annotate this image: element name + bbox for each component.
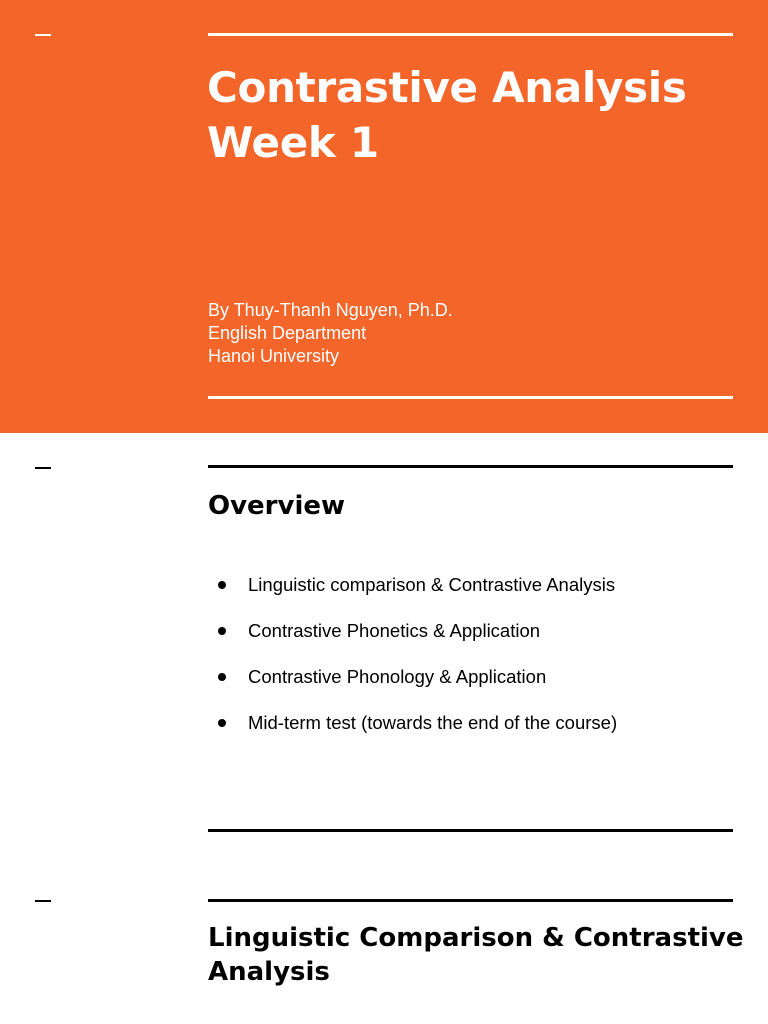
byline-author: By Thuy-Thanh Nguyen, Ph.D. bbox=[208, 300, 453, 320]
byline bbox=[208, 299, 453, 368]
section-title: Overview bbox=[208, 491, 346, 521]
overview-slide bbox=[0, 433, 768, 867]
section-title-line-1: Linguistic Comparison & Contrastive bbox=[208, 923, 744, 953]
bullet-dot-icon bbox=[218, 673, 226, 681]
bullet-text: Linguistic comparison & Contrastive Analysis bbox=[248, 574, 616, 595]
bullet-dot-icon bbox=[218, 627, 226, 635]
slide-marker bbox=[35, 900, 51, 902]
top-rule bbox=[208, 899, 733, 902]
byline-department: English Department bbox=[208, 323, 367, 343]
bullet-list bbox=[216, 572, 746, 756]
bullet-item bbox=[216, 618, 746, 664]
bullet-text: Contrastive Phonetics & Application bbox=[248, 620, 541, 641]
slide-marker bbox=[35, 467, 51, 469]
bullet-item bbox=[216, 664, 746, 710]
bullet-text: Mid-term test (towards the end of the course) bbox=[248, 712, 618, 733]
bullet-item bbox=[216, 710, 746, 756]
slide-title bbox=[207, 60, 747, 170]
title-slide bbox=[0, 0, 768, 433]
slide-title-line-1: Contrastive Analysis bbox=[207, 63, 687, 112]
top-rule bbox=[208, 465, 733, 468]
bottom-rule bbox=[208, 396, 733, 399]
slide-marker bbox=[35, 34, 51, 36]
section-title bbox=[208, 921, 748, 989]
bullet-dot-icon bbox=[218, 719, 226, 727]
bullet-item bbox=[216, 572, 746, 618]
bullet-dot-icon bbox=[218, 581, 226, 589]
slide-title-line-2: Week 1 bbox=[207, 118, 379, 167]
byline-university: Hanoi University bbox=[208, 346, 340, 366]
section-title-line-2: Analysis bbox=[208, 957, 330, 987]
section-slide bbox=[0, 867, 768, 1024]
top-rule bbox=[208, 33, 733, 36]
bullet-text: Contrastive Phonology & Application bbox=[248, 666, 547, 687]
bottom-rule bbox=[208, 829, 733, 832]
